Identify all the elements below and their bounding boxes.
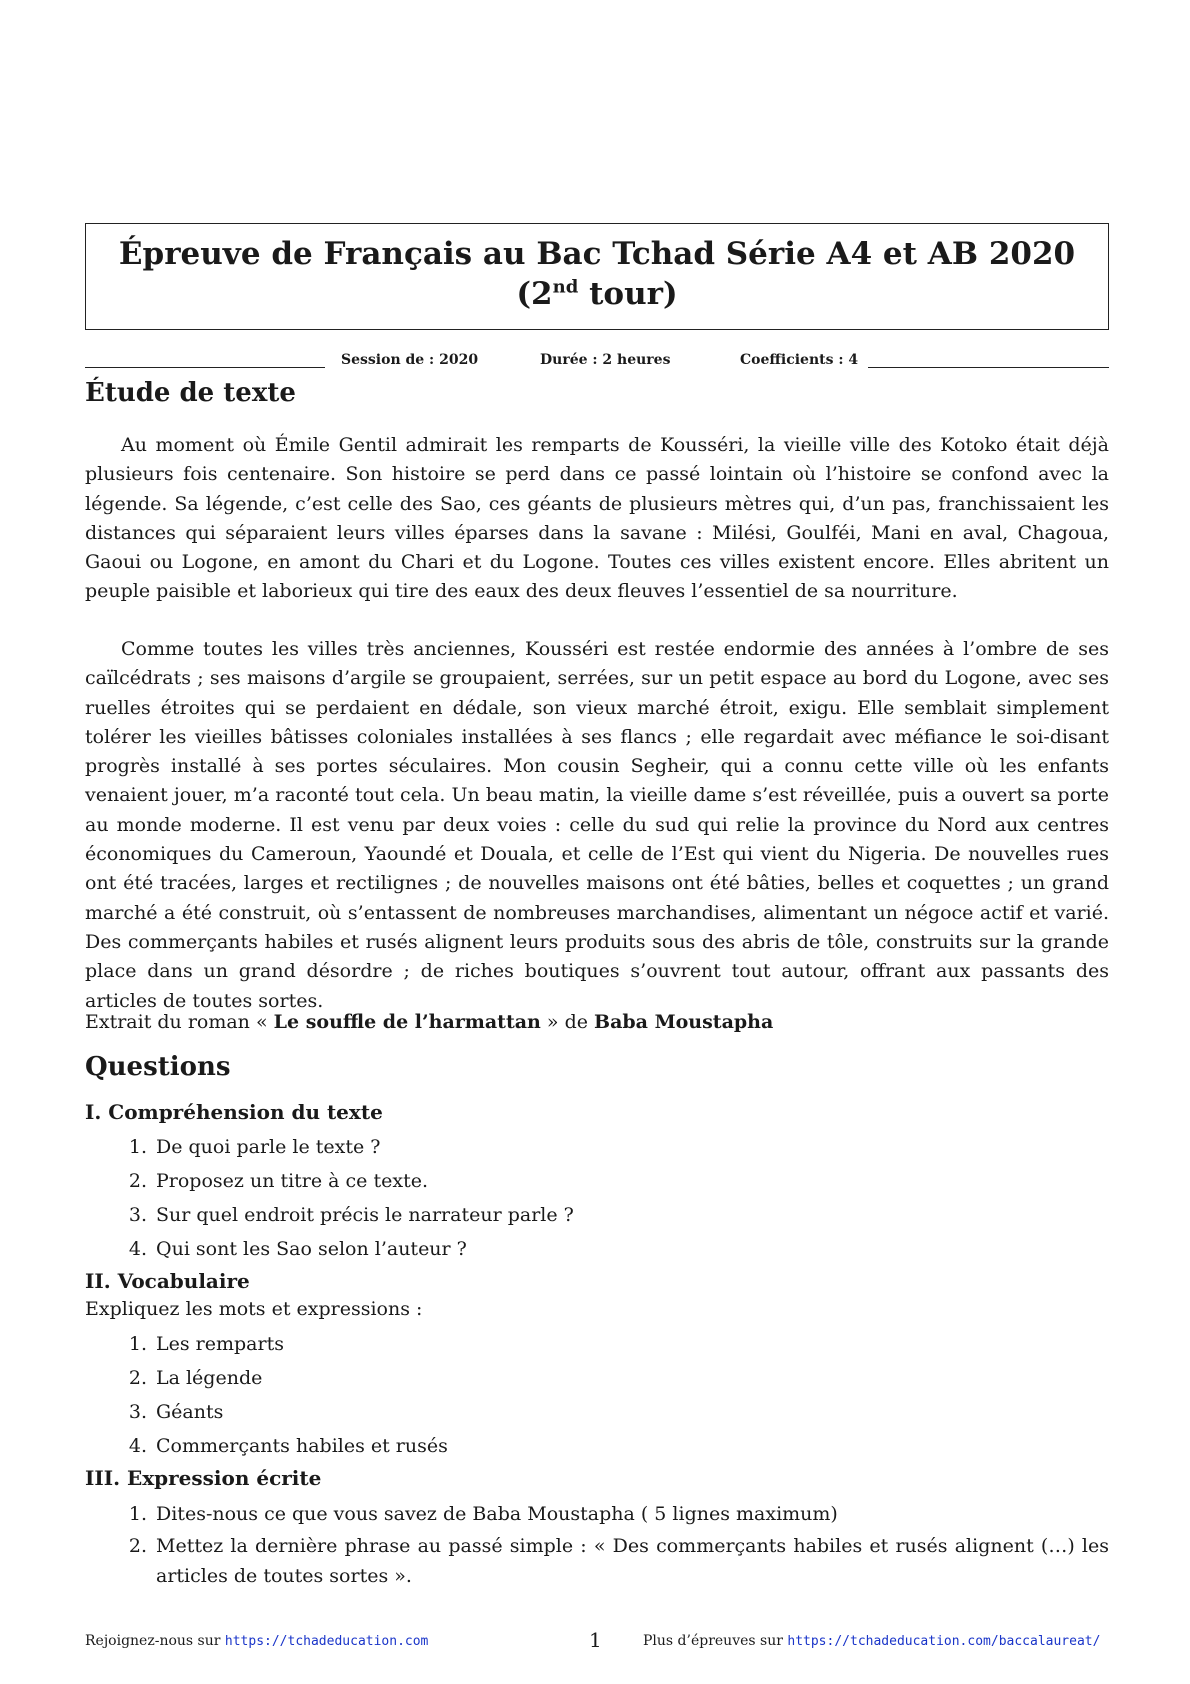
footer-left bbox=[85, 1633, 428, 1649]
meta-rule-right bbox=[868, 367, 1109, 368]
source-author: Baba Moustapha bbox=[594, 1011, 774, 1033]
coefficients-label: Coefficients : 4 bbox=[740, 352, 859, 368]
item-text: Géants bbox=[156, 1401, 224, 1423]
item-text: Mettez la dernière phrase au passé simple : « Des commerçants habiles et rusés alignent (…) les articles de toutes sortes ». bbox=[156, 1535, 1109, 1587]
subtitle-superscript: nd bbox=[552, 276, 579, 298]
list-item bbox=[85, 1130, 1109, 1164]
comprehension-list bbox=[85, 1130, 1109, 1266]
exam-meta-row bbox=[85, 350, 1109, 374]
document-subtitle bbox=[86, 276, 1108, 312]
vocabulaire-list bbox=[85, 1327, 1109, 1463]
item-text: La légende bbox=[156, 1367, 263, 1389]
item-number: 2. bbox=[128, 1535, 147, 1557]
list-item bbox=[85, 1429, 1109, 1463]
item-number: 3. bbox=[128, 1401, 147, 1423]
title-box bbox=[85, 223, 1109, 330]
subtitle-prefix: (2 bbox=[516, 276, 553, 312]
footer-left-text: Rejoignez-nous sur bbox=[85, 1633, 225, 1649]
item-text: Les remparts bbox=[156, 1333, 284, 1355]
item-text: Sur quel endroit précis le narrateur parle ? bbox=[156, 1204, 574, 1226]
list-item bbox=[85, 1198, 1109, 1232]
item-number: 1. bbox=[128, 1503, 147, 1525]
subsection-vocabulaire: II. Vocabulaire bbox=[85, 1269, 250, 1293]
passage-paragraph-2: Comme toutes les villes très anciennes, Kousséri est restée endormie des années à l’ombre de ses caïlcédrats ; ses maisons d’argile se groupaient, serrées, sur un petit espace au bord du Logone, avec ses ruelles étroites qui se perdaient en dédale, son vieux marché étroit, exigu. Elle semblait simplement tolérer les vieilles bâtisses coloniales installées à ses flancs ; elle regardait avec méfiance le soi-disant progrès installé à ses portes séculaires. Mon cousin Segheir, qui a connu cette ville où les enfants venaient jouer, m’a raconté tout cela. Un beau matin, la vieille dame s’est réveillée, puis a ouvert sa porte au monde moderne. Il est venu par deux voies : celle du sud qui relie la province du Nord aux centres économiques du Cameroun, Yaoundé et Douala, et celle de l’Est qui vient du Nigeria. De nouvelles rues ont été tracées, larges et rectilignes ; de nouvelles maisons ont été bâties, belles et coquettes ; un grand marché a été construit, où s’entassent de nombreuses marchandises, alimentant un négoce actif et varié. Des commerçants habiles et rusés alignent leurs produits sous des abris de tôle, construits sur la grande place dans un grand désordre ; de riches boutiques s’ouvrent tout autour, offrant aux passants des articles de toutes sortes. bbox=[85, 638, 1109, 1012]
section-heading-etude: Étude de texte bbox=[85, 378, 296, 408]
duration-label: Durée : 2 heures bbox=[540, 352, 671, 368]
list-item bbox=[85, 1164, 1109, 1198]
expression-list bbox=[85, 1497, 1109, 1595]
subsection-expression: III. Expression écrite bbox=[85, 1466, 322, 1490]
item-text: Qui sont les Sao selon l’auteur ? bbox=[156, 1238, 467, 1260]
page-number: 1 bbox=[589, 1628, 602, 1652]
source-mid: » de bbox=[540, 1011, 595, 1033]
item-text: Proposez un titre à ce texte. bbox=[156, 1170, 428, 1192]
item-text: Commerçants habiles et rusés bbox=[156, 1435, 448, 1457]
item-number: 3. bbox=[128, 1204, 147, 1226]
item-number: 2. bbox=[128, 1170, 147, 1192]
subtitle-suffix: tour) bbox=[578, 276, 678, 312]
session-label: Session de : 2020 bbox=[341, 352, 479, 368]
vocabulaire-intro: Expliquez les mots et expressions : bbox=[85, 1298, 423, 1320]
item-number: 2. bbox=[128, 1367, 147, 1389]
source-title: Le souffle de l’harmattan bbox=[273, 1011, 541, 1033]
item-number: 4. bbox=[128, 1238, 147, 1260]
item-number: 4. bbox=[128, 1435, 147, 1457]
footer-right-link[interactable]: https://tchadeducation.com/baccalaureat/ bbox=[787, 1634, 1101, 1649]
list-item bbox=[85, 1395, 1109, 1429]
item-number: 1. bbox=[128, 1333, 147, 1355]
item-text: De quoi parle le texte ? bbox=[156, 1136, 381, 1158]
footer-right-text: Plus d’épreuves sur bbox=[643, 1633, 788, 1649]
subsection-comprehension: I. Compréhension du texte bbox=[85, 1100, 383, 1124]
document-title: Épreuve de Français au Bac Tchad Série A4 et AB 2020 bbox=[118, 236, 1076, 272]
footer-right bbox=[643, 1633, 1100, 1649]
list-item bbox=[85, 1497, 1109, 1531]
list-item bbox=[85, 1361, 1109, 1395]
passage-paragraph-1: Au moment où Émile Gentil admirait les remparts de Kousséri, la vieille ville des Kotoko était déjà plusieurs fois centenaire. Son histoire se perd dans ce passé lointain où l’histoire se confond avec la légende. Sa légende, c’est celle des Sao, ces géants de plusieurs mètres qui, d’un pas, franchissaient les distances qui séparaient leurs villes éparses dans la savane : Milési, Goulféi, Mani en aval, Chagoua, Gaoui ou Logone, en amont du Chari et du Logone. Toutes ces villes existent encore. Elles abritent un peuple paisible et laborieux qui tire des eaux des deux fleuves l’essentiel de sa nourriture. bbox=[85, 434, 1109, 603]
list-item bbox=[85, 1531, 1109, 1595]
list-item bbox=[85, 1327, 1109, 1361]
source-prefix: Extrait du roman « bbox=[85, 1011, 274, 1033]
item-number: 1. bbox=[128, 1136, 147, 1158]
section-heading-questions: Questions bbox=[85, 1052, 231, 1082]
item-text: Dites-nous ce que vous savez de Baba Moustapha ( 5 lignes maximum) bbox=[156, 1503, 838, 1525]
list-item bbox=[85, 1232, 1109, 1266]
footer-left-link[interactable]: https://tchadeducation.com bbox=[224, 1634, 429, 1649]
passage-source bbox=[85, 1011, 773, 1033]
meta-rule-left bbox=[85, 367, 325, 368]
